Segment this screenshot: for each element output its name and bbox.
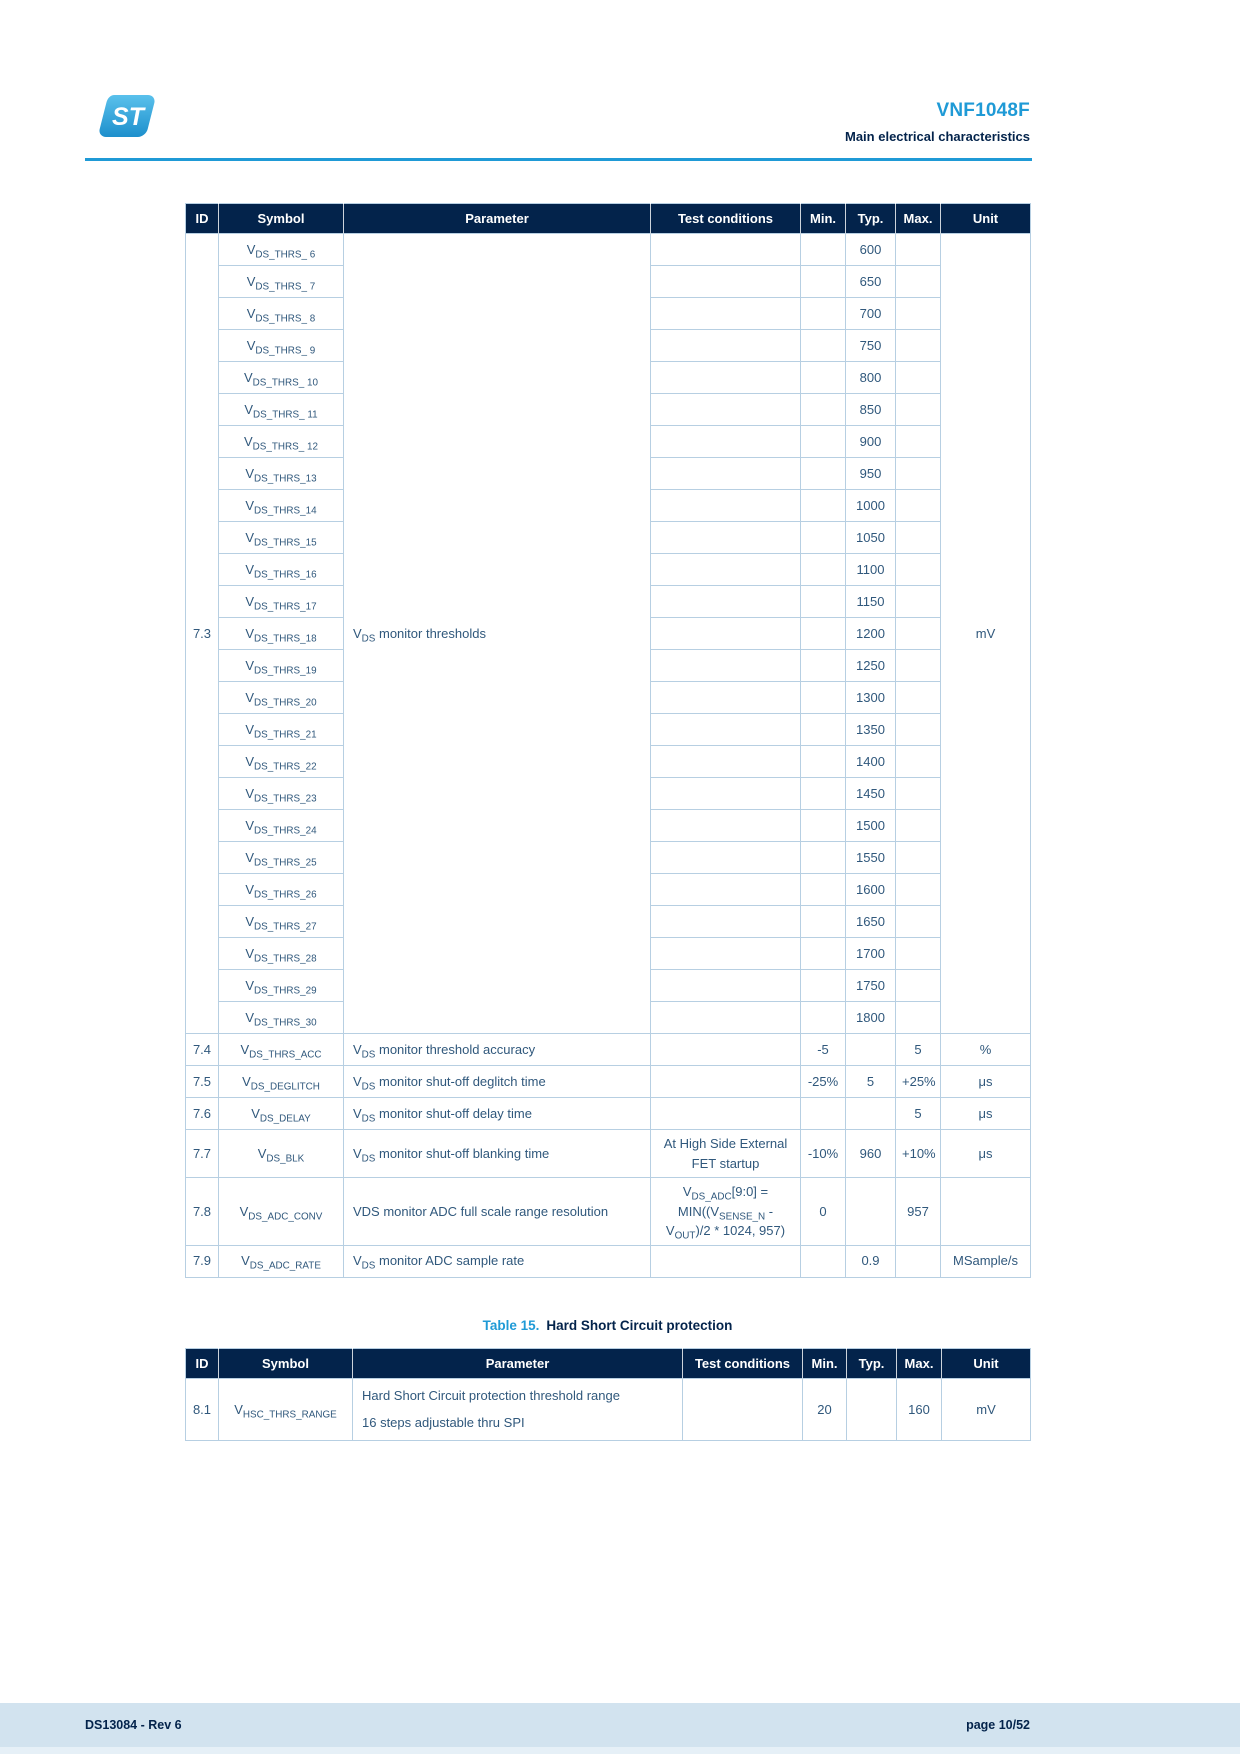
symbol-cell: $V_{DS\_DELAY}$ xyxy=(219,1098,344,1130)
parameter-cell: $V_{DS}$ monitor thresholds xyxy=(344,234,651,1034)
column-header-min: Min. xyxy=(801,204,846,234)
symbol-cell: $V_{DS\_THRS\_ 11}$ xyxy=(219,394,344,426)
symbol-cell: $V_{DS\_THRS\_ 12}$ xyxy=(219,426,344,458)
min-cell xyxy=(801,234,846,266)
table15-caption-title: Hard Short Circuit protection xyxy=(546,1318,733,1333)
test-conditions-cell xyxy=(651,394,801,426)
column-header-max: Max. xyxy=(896,204,941,234)
symbol-cell: $V_{DS\_THRS\_28}$ xyxy=(219,938,344,970)
symbol-cell: $V_{DS\_THRS\_ 8}$ xyxy=(219,298,344,330)
max-cell: +25% xyxy=(896,1066,941,1098)
typ-cell xyxy=(846,1178,896,1246)
symbol-cell: $V_{DS\_THRS\_ACC}$ xyxy=(219,1034,344,1066)
typ-cell: 1350 xyxy=(846,714,896,746)
min-cell xyxy=(801,682,846,714)
typ-cell: 1250 xyxy=(846,650,896,682)
max-cell xyxy=(896,362,941,394)
test-conditions-cell xyxy=(651,1066,801,1098)
typ-cell: 1100 xyxy=(846,554,896,586)
test-conditions-cell xyxy=(651,298,801,330)
unit-cell: μs xyxy=(941,1066,1031,1098)
column-header-typ: Typ. xyxy=(847,1349,897,1379)
column-header-typ: Typ. xyxy=(846,204,896,234)
min-cell xyxy=(801,810,846,842)
min-cell xyxy=(801,1002,846,1034)
typ-cell: 960 xyxy=(846,1130,896,1178)
test-conditions-cell xyxy=(651,714,801,746)
typ-cell: 1450 xyxy=(846,778,896,810)
footer-strip xyxy=(0,1747,1240,1754)
test-conditions-cell xyxy=(651,650,801,682)
table-row xyxy=(186,1130,1031,1178)
parameter-cell: $V_{DS}$ monitor shut-off blanking time xyxy=(344,1130,651,1178)
unit-cell: MSample/s xyxy=(941,1245,1031,1277)
typ-cell: 1000 xyxy=(846,490,896,522)
id-cell: 8.1 xyxy=(186,1379,219,1441)
typ-cell: 800 xyxy=(846,362,896,394)
table-row xyxy=(186,1098,1031,1130)
max-cell xyxy=(896,810,941,842)
typ-cell: 1400 xyxy=(846,746,896,778)
symbol-cell: $V_{HSC\_THRS\_RANGE}$ xyxy=(219,1379,353,1441)
column-header-parameter: Parameter xyxy=(344,204,651,234)
column-header-min: Min. xyxy=(803,1349,847,1379)
test-conditions-cell xyxy=(651,330,801,362)
min-cell: -25% xyxy=(801,1066,846,1098)
test-conditions-cell xyxy=(651,1034,801,1066)
symbol-cell: $V_{DS\_ADC\_CONV}$ xyxy=(219,1178,344,1246)
min-cell xyxy=(801,426,846,458)
typ-cell: 850 xyxy=(846,394,896,426)
typ-cell xyxy=(846,1098,896,1130)
max-cell xyxy=(896,394,941,426)
test-conditions-cell xyxy=(651,874,801,906)
max-cell xyxy=(896,458,941,490)
symbol-cell: $V_{DS\_THRS\_29}$ xyxy=(219,970,344,1002)
column-header-test-conditions: Test conditions xyxy=(683,1349,803,1379)
max-cell: 5 xyxy=(896,1098,941,1130)
test-conditions-cell xyxy=(651,522,801,554)
symbol-cell: $V_{DS\_THRS\_16}$ xyxy=(219,554,344,586)
typ-cell xyxy=(846,1034,896,1066)
min-cell xyxy=(801,394,846,426)
symbol-cell: $V_{DS\_THRS\_21}$ xyxy=(219,714,344,746)
max-cell: +10% xyxy=(896,1130,941,1178)
test-conditions-cell: At High Side External FET startup xyxy=(651,1130,801,1178)
header-row xyxy=(186,1349,1031,1379)
typ-cell: 700 xyxy=(846,298,896,330)
unit-cell: % xyxy=(941,1034,1031,1066)
min-cell xyxy=(801,1245,846,1277)
id-cell: 7.4 xyxy=(186,1034,219,1066)
max-cell: 5 xyxy=(896,1034,941,1066)
column-header-test-conditions: Test conditions xyxy=(651,204,801,234)
symbol-cell: $V_{DS\_THRS\_ 9}$ xyxy=(219,330,344,362)
min-cell: 0 xyxy=(801,1178,846,1246)
symbol-cell: $V_{DS\_THRS\_24}$ xyxy=(219,810,344,842)
symbol-cell: $V_{DS\_THRS\_23}$ xyxy=(219,778,344,810)
max-cell: 160 xyxy=(897,1379,942,1441)
header-rule xyxy=(85,158,1032,161)
st-logo xyxy=(98,94,156,138)
max-cell xyxy=(896,234,941,266)
min-cell xyxy=(801,746,846,778)
typ-cell: 1550 xyxy=(846,842,896,874)
typ-cell: 900 xyxy=(846,426,896,458)
symbol-cell: $V_{DS\_DEGLITCH}$ xyxy=(219,1066,344,1098)
typ-cell: 1700 xyxy=(846,938,896,970)
max-cell xyxy=(896,266,941,298)
max-cell xyxy=(896,330,941,362)
min-cell xyxy=(801,938,846,970)
min-cell xyxy=(801,298,846,330)
min-cell xyxy=(801,490,846,522)
symbol-cell: $V_{DS\_THRS\_ 7}$ xyxy=(219,266,344,298)
parameter-cell: VDS monitor ADC full scale range resolution xyxy=(344,1178,651,1246)
min-cell xyxy=(801,554,846,586)
id-cell: 7.7 xyxy=(186,1130,219,1178)
typ-cell: 1050 xyxy=(846,522,896,554)
test-conditions-cell xyxy=(651,490,801,522)
typ-cell xyxy=(847,1379,897,1441)
typ-cell: 600 xyxy=(846,234,896,266)
min-cell xyxy=(801,586,846,618)
column-header-symbol: Symbol xyxy=(219,1349,353,1379)
test-conditions-cell xyxy=(651,682,801,714)
symbol-cell: $V_{DS\_BLK}$ xyxy=(219,1130,344,1178)
footer-doc-ref: DS13084 - Rev 6 xyxy=(85,1718,182,1732)
symbol-cell: $V_{DS\_THRS\_15}$ xyxy=(219,522,344,554)
column-header-id: ID xyxy=(186,204,219,234)
parameter-cell: $V_{DS}$ monitor ADC sample rate xyxy=(344,1245,651,1277)
symbol-cell: $V_{DS\_THRS\_13}$ xyxy=(219,458,344,490)
max-cell xyxy=(896,842,941,874)
unit-cell xyxy=(941,1178,1031,1246)
max-cell xyxy=(896,1245,941,1277)
symbol-cell: $V_{DS\_THRS\_ 10}$ xyxy=(219,362,344,394)
min-cell xyxy=(801,1098,846,1130)
id-cell: 7.5 xyxy=(186,1066,219,1098)
test-conditions-cell xyxy=(651,1098,801,1130)
parameter-cell: $V_{DS}$ monitor shut-off delay time xyxy=(344,1098,651,1130)
page-footer xyxy=(0,1703,1240,1747)
table-row xyxy=(186,234,1031,266)
typ-cell: 650 xyxy=(846,266,896,298)
min-cell: -10% xyxy=(801,1130,846,1178)
min-cell xyxy=(801,906,846,938)
column-header-symbol: Symbol xyxy=(219,204,344,234)
table-row xyxy=(186,1245,1031,1277)
footer-page-number: page 10/52 xyxy=(966,1718,1030,1732)
table-row xyxy=(186,1034,1031,1066)
min-cell xyxy=(801,618,846,650)
typ-cell: 750 xyxy=(846,330,896,362)
test-conditions-cell xyxy=(651,1002,801,1034)
section-subtitle: Main electrical characteristics xyxy=(845,129,1030,144)
header-row xyxy=(186,204,1031,234)
unit-cell: mV xyxy=(941,234,1031,1034)
test-conditions-cell xyxy=(683,1379,803,1441)
hard-short-circuit-table xyxy=(185,1348,1031,1441)
test-conditions-cell xyxy=(651,426,801,458)
column-header-unit: Unit xyxy=(941,204,1031,234)
typ-cell: 1300 xyxy=(846,682,896,714)
min-cell xyxy=(801,266,846,298)
id-cell: 7.8 xyxy=(186,1178,219,1246)
header-title-block xyxy=(845,100,1030,144)
symbol-cell: $V_{DS\_THRS\_27}$ xyxy=(219,906,344,938)
parameter-cell: $V_{DS}$ monitor shut-off deglitch time xyxy=(344,1066,651,1098)
table-row xyxy=(186,1379,1031,1441)
max-cell xyxy=(896,682,941,714)
typ-cell: 0.9 xyxy=(846,1245,896,1277)
unit-cell: mV xyxy=(942,1379,1031,1441)
test-conditions-cell xyxy=(651,842,801,874)
product-title: VNF1048F xyxy=(936,100,1030,121)
max-cell xyxy=(896,618,941,650)
electrical-characteristics-table xyxy=(185,203,1031,1278)
min-cell: -5 xyxy=(801,1034,846,1066)
max-cell xyxy=(896,650,941,682)
symbol-cell: $V_{DS\_THRS\_22}$ xyxy=(219,746,344,778)
max-cell xyxy=(896,586,941,618)
test-conditions-cell xyxy=(651,938,801,970)
id-cell: 7.9 xyxy=(186,1245,219,1277)
symbol-cell: $V_{DS\_THRS\_26}$ xyxy=(219,874,344,906)
test-conditions-cell xyxy=(651,554,801,586)
min-cell xyxy=(801,714,846,746)
column-header-id: ID xyxy=(186,1349,219,1379)
parameter-cell: $V_{DS}$ monitor threshold accuracy xyxy=(344,1034,651,1066)
max-cell xyxy=(896,906,941,938)
typ-cell: 5 xyxy=(846,1066,896,1098)
symbol-cell: $V_{DS\_THRS\_25}$ xyxy=(219,842,344,874)
min-cell xyxy=(801,842,846,874)
max-cell: 957 xyxy=(896,1178,941,1246)
max-cell xyxy=(896,778,941,810)
test-conditions-cell xyxy=(651,618,801,650)
min-cell xyxy=(801,330,846,362)
min-cell: 20 xyxy=(803,1379,847,1441)
table-row xyxy=(186,1178,1031,1246)
typ-cell: 1200 xyxy=(846,618,896,650)
typ-cell: 1650 xyxy=(846,906,896,938)
max-cell xyxy=(896,938,941,970)
max-cell xyxy=(896,426,941,458)
min-cell xyxy=(801,970,846,1002)
test-conditions-cell: $V_{DS\_ADC}[9:0]$ = $MIN((V_{SENSE\_N}$ - $V_{OUT})/2 * 1024$, 957) xyxy=(651,1178,801,1246)
test-conditions-cell xyxy=(651,586,801,618)
test-conditions-cell xyxy=(651,778,801,810)
typ-cell: 950 xyxy=(846,458,896,490)
test-conditions-cell xyxy=(651,234,801,266)
max-cell xyxy=(896,970,941,1002)
min-cell xyxy=(801,778,846,810)
test-conditions-cell xyxy=(651,810,801,842)
typ-cell: 1500 xyxy=(846,810,896,842)
symbol-cell: $V_{DS\_THRS\_20}$ xyxy=(219,682,344,714)
test-conditions-cell xyxy=(651,906,801,938)
min-cell xyxy=(801,650,846,682)
test-conditions-cell xyxy=(651,458,801,490)
column-header-unit: Unit xyxy=(942,1349,1031,1379)
test-conditions-cell xyxy=(651,266,801,298)
table15-caption xyxy=(185,1318,1030,1333)
max-cell xyxy=(896,298,941,330)
parameter-cell: Hard Short Circuit protection threshold range 16 steps adjustable thru SPI xyxy=(353,1379,683,1441)
symbol-cell: $V_{DS\_THRS\_30}$ xyxy=(219,1002,344,1034)
symbol-cell: $V_{DS\_THRS\_ 6}$ xyxy=(219,234,344,266)
max-cell xyxy=(896,490,941,522)
typ-cell: 1800 xyxy=(846,1002,896,1034)
min-cell xyxy=(801,458,846,490)
typ-cell: 1600 xyxy=(846,874,896,906)
test-conditions-cell xyxy=(651,746,801,778)
table15-caption-label: Table 15. xyxy=(482,1318,540,1333)
table-row xyxy=(186,1066,1031,1098)
symbol-cell: $V_{DS\_THRS\_19}$ xyxy=(219,650,344,682)
symbol-cell: $V_{DS\_THRS\_14}$ xyxy=(219,490,344,522)
min-cell xyxy=(801,522,846,554)
column-header-parameter: Parameter xyxy=(353,1349,683,1379)
symbol-cell: $V_{DS\_THRS\_18}$ xyxy=(219,618,344,650)
max-cell xyxy=(896,714,941,746)
symbol-cell: $V_{DS\_ADC\_RATE}$ xyxy=(219,1245,344,1277)
test-conditions-cell xyxy=(651,1245,801,1277)
min-cell xyxy=(801,874,846,906)
unit-cell: μs xyxy=(941,1098,1031,1130)
test-conditions-cell xyxy=(651,970,801,1002)
max-cell xyxy=(896,874,941,906)
column-header-max: Max. xyxy=(897,1349,942,1379)
st-logo-graphic xyxy=(98,94,156,138)
id-cell: 7.6 xyxy=(186,1098,219,1130)
max-cell xyxy=(896,746,941,778)
min-cell xyxy=(801,362,846,394)
unit-cell: μs xyxy=(941,1130,1031,1178)
symbol-cell: $V_{DS\_THRS\_17}$ xyxy=(219,586,344,618)
max-cell xyxy=(896,1002,941,1034)
max-cell xyxy=(896,522,941,554)
svg-text:ST: ST xyxy=(112,103,144,131)
id-cell: 7.3 xyxy=(186,234,219,1034)
max-cell xyxy=(896,554,941,586)
test-conditions-cell xyxy=(651,362,801,394)
typ-cell: 1750 xyxy=(846,970,896,1002)
typ-cell: 1150 xyxy=(846,586,896,618)
